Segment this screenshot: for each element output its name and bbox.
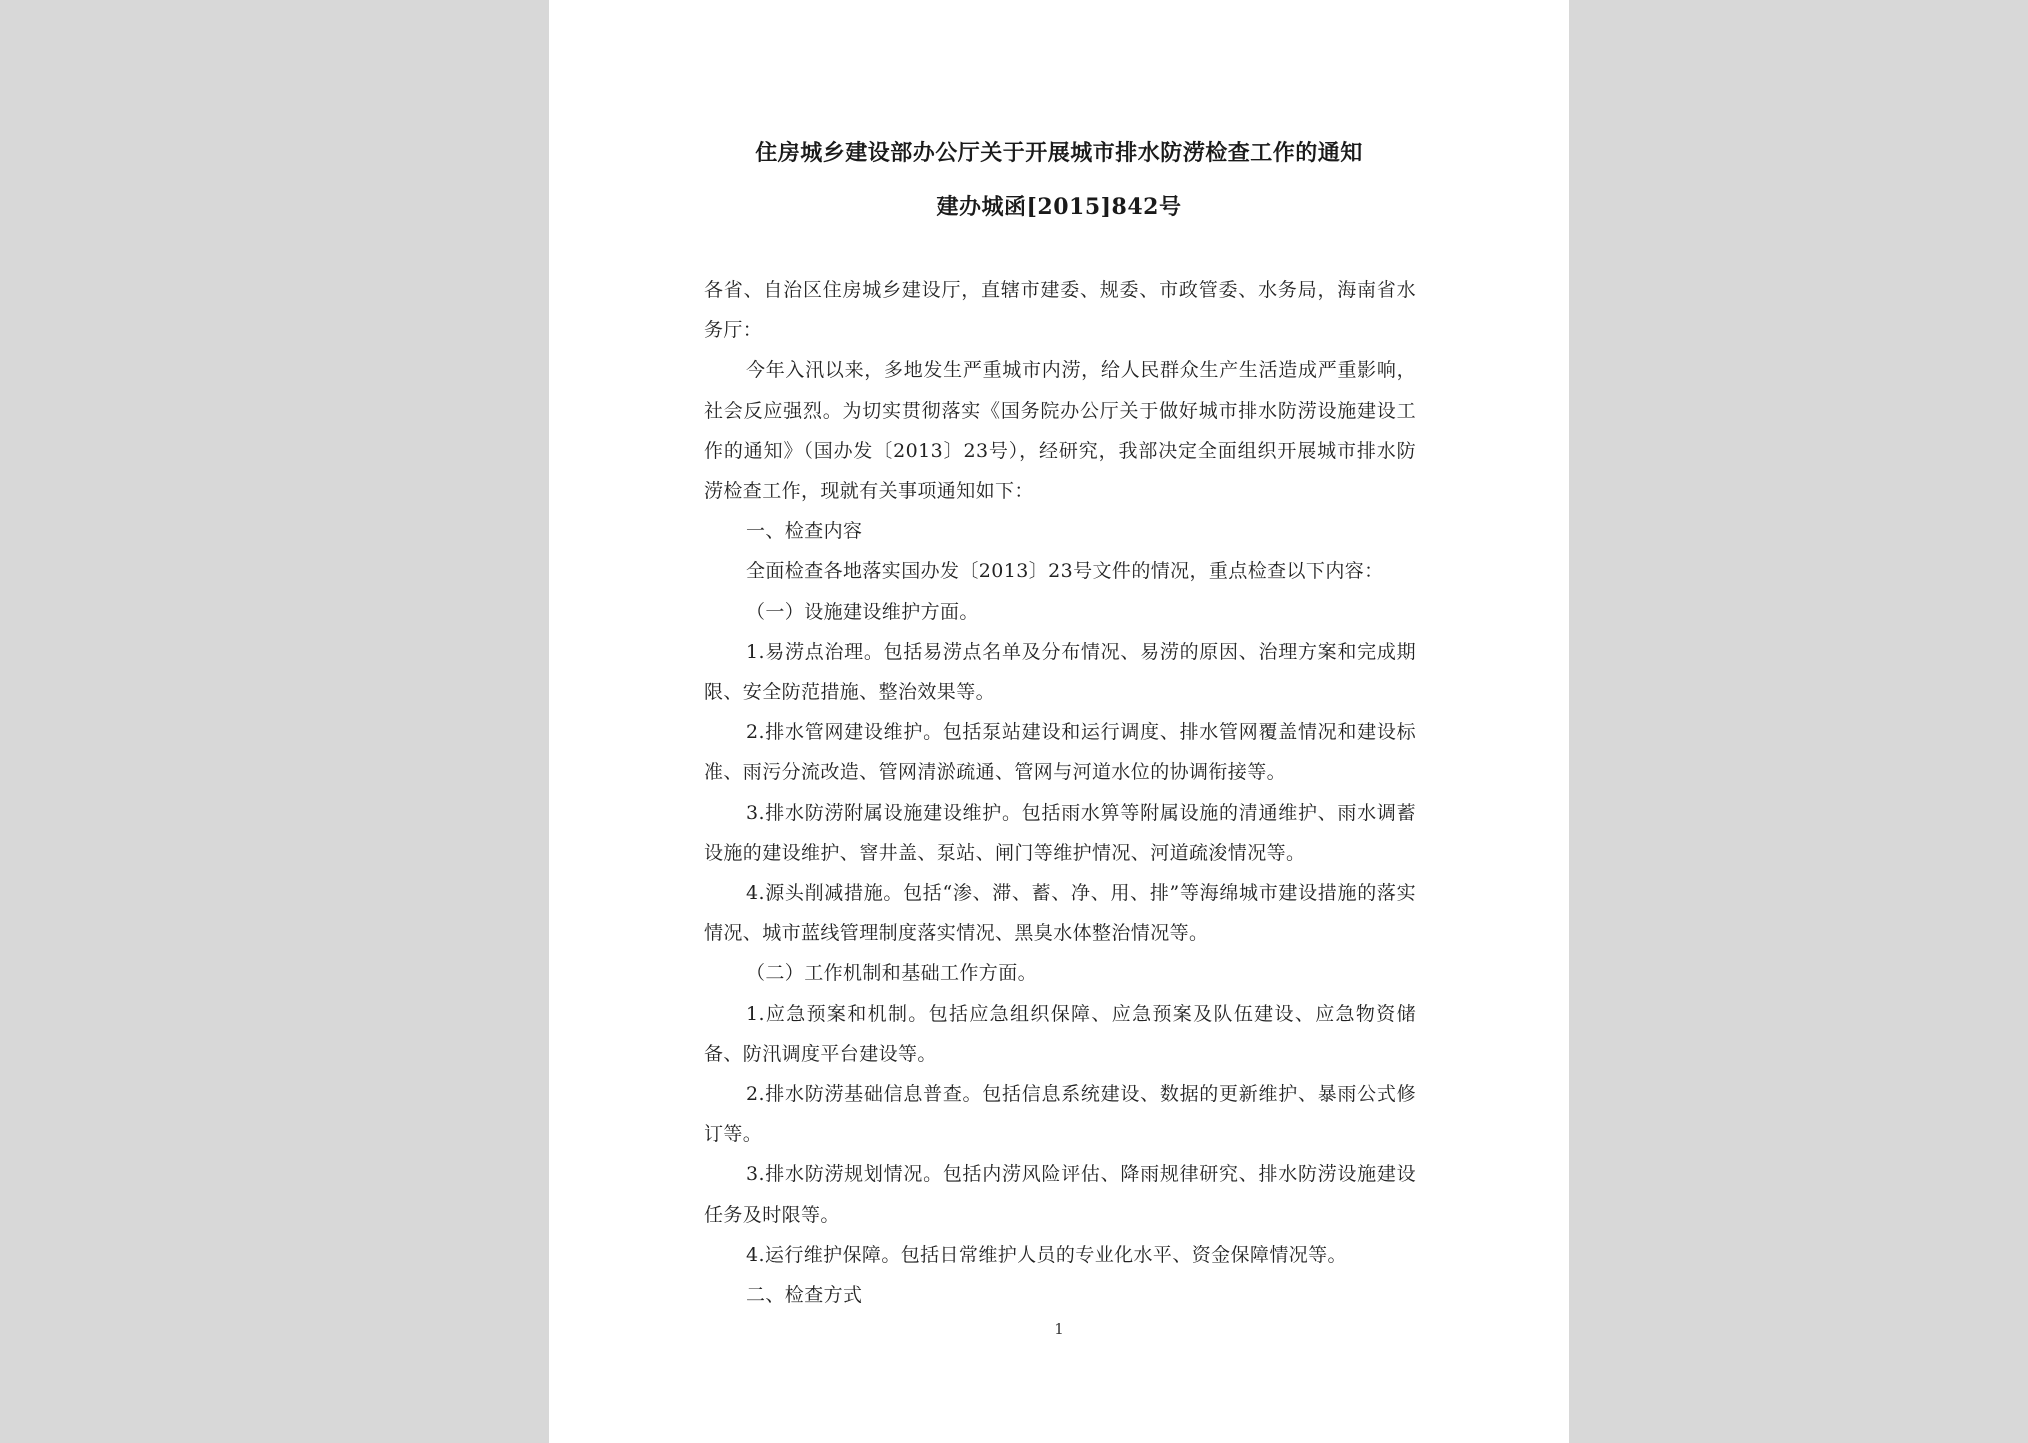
document-body	[704, 270, 1416, 1315]
list-item: 4.源头削减措施。包括“渗、滞、蓄、净、用、排”等海绵城市建设措施的落实情况、城市蓝线管理制度落实情况、黑臭水体整治情况等。	[704, 882, 1416, 945]
subsection-heading: （一）设施建设维护方面。	[746, 600, 979, 623]
section-heading: 一、检查内容	[746, 520, 863, 543]
list-item: 1.应急预案和机制。包括应急组织保障、应急预案及队伍建设、应急物资储备、防汛调度平台建设等。	[704, 1002, 1416, 1065]
list-item: 3.排水防涝附属设施建设维护。包括雨水箅等附属设施的清通维护、雨水调蓄设施的建设维护、窨井盖、泵站、闸门等维护情况、河道疏浚情况等。	[704, 801, 1416, 864]
list-item: 4.运行维护保障。包括日常维护人员的专业化水平、资金保障情况等。	[746, 1243, 1347, 1266]
section-heading: 二、检查方式	[746, 1284, 863, 1307]
page-number: 1	[1054, 1320, 1064, 1338]
body-paragraph: 全面检查各地落实国办发〔2013〕23号文件的情况，重点检查以下内容：	[746, 560, 1384, 583]
list-item: 3.排水防涝规划情况。包括内涝风险评估、降雨规律研究、排水防涝设施建设任务及时限等。	[704, 1163, 1416, 1226]
document-number: 建办城函[2015]842号	[936, 194, 1182, 220]
list-item: 2.排水防涝基础信息普查。包括信息系统建设、数据的更新维护、暴雨公式修订等。	[704, 1083, 1416, 1146]
subsection-heading: （二）工作机制和基础工作方面。	[746, 962, 1038, 985]
list-item: 2.排水管网建设维护。包括泵站建设和运行调度、排水管网覆盖情况和建设标准、雨污分流改造、管网清淤疏通、管网与河道水位的协调衔接等。	[704, 721, 1416, 784]
addressee-paragraph: 各省、自治区住房城乡建设厅，直辖市建委、规委、市政管委、水务局，海南省水务厅：	[704, 279, 1416, 342]
document-title: 住房城乡建设部办公厅关于开展城市排水防涝检查工作的通知	[755, 140, 1363, 166]
intro-paragraph: 今年入汛以来，多地发生严重城市内涝，给人民群众生产生活造成严重影响，社会反应强烈。为切实贯彻落实《国务院办公厅关于做好城市排水防涝设施建设工作的通知》（国办发〔2013〕23号），经研究，我部决定全面组织开展城市排水防涝检查工作，现就有关事项通知如下：	[704, 359, 1416, 503]
list-item: 1.易涝点治理。包括易涝点名单及分布情况、易涝的原因、治理方案和完成期限、安全防范措施、整治效果等。	[704, 640, 1416, 704]
document-page	[549, 0, 1569, 1443]
